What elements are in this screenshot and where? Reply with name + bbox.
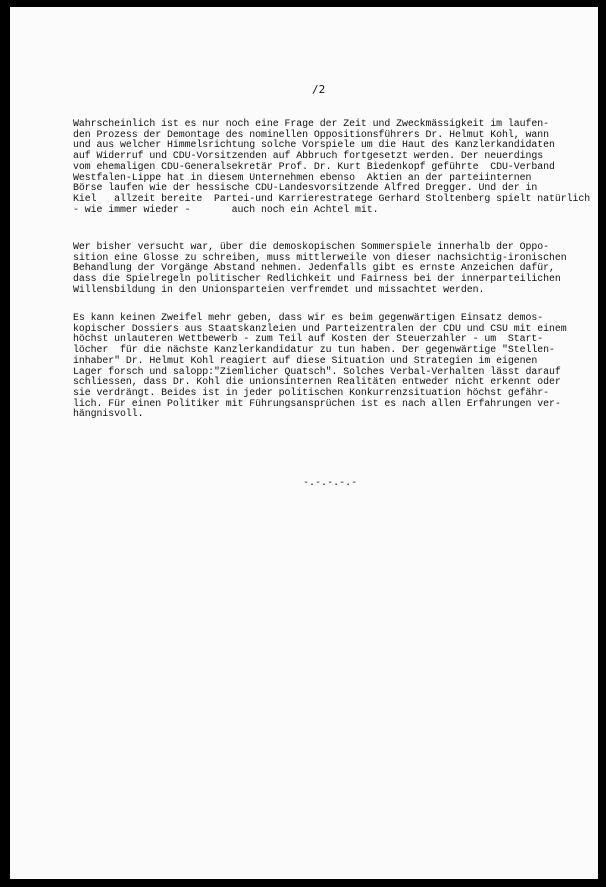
end-mark: -.-.-.-.- (303, 477, 358, 488)
text-line: Lager forsch und salopp:"Ziemlicher Quatsch". Solches Verbal-Verhalten lässt darauf (73, 365, 561, 377)
text-line: Westfalen-Lippe hat in diesem Unternehmen ebenso Aktien an der parteiinternen (73, 171, 532, 183)
text-line: und aus welcher Himmelsrichtung solche Vorspiele um die Haut des Kanzlerkandidaten (73, 139, 555, 151)
text-line: höchst unlauteren Wettbewerb - zum Teil auf Kosten der Steuerzahler - um Start- (73, 333, 544, 345)
text-line: vom ehemaligen CDU-Generalsekretär Prof. Dr. Kurt Biedenkopf geführte CDU-Verband (73, 160, 555, 172)
text-line: Willensbildung in den Unionsparteien verfremdet und missachtet werden. (73, 283, 485, 295)
text-line: hängnisvoll. (73, 408, 144, 420)
text-line: auf Widerruf und CDU-Vorsitzenden auf Abbruch fortgesetzt werden. Der neuerdings (73, 150, 544, 162)
text-line: löcher für die nächste Kanzlerkandidatur zu tun haben. Der gegenwärtige "Stellen- (73, 344, 555, 356)
paragraph-1 (73, 118, 591, 215)
text-line: schliessen, dass Dr. Kohl die unionsinternen Realitäten entweder nicht erkennt oder (73, 376, 561, 388)
text-line: Wer bisher versucht war, über die demoskopischen Sommerspiele innerhalb der Oppo- (73, 241, 549, 252)
text-line: sition eine Glosse zu schreiben, muss mittlerweile von dieser nachsichtig-ironischen (73, 251, 567, 263)
text-line: Wahrscheinlich ist es nur noch eine Frage der Zeit und Zweckmässigkeit im laufen- (73, 118, 549, 129)
document-page (10, 7, 598, 879)
text-line: dass die Spielregeln politischer Redlichkeit und Fairness bei der innerparteilichen (73, 273, 561, 285)
text-line: inhaber" Dr. Helmut Kohl reagiert auf diese Situation und Strategien im eigenen (73, 354, 538, 366)
text-line: Es kann keinen Zweifel mehr geben, dass wir es beim gegenwärtigen Einsatz demos- (73, 312, 544, 323)
text-line: lich. Für einen Politiker mit Führungsansprüchen ist es nach allen Erfahrungen ver- (73, 397, 561, 409)
text-line: kopischer Dossiers aus Staatskanzleien und Parteizentralen der CDU und CSU mit einem (73, 322, 567, 334)
text-line: sie verdrängt. Beides ist in jeder politischen Konkurrenzsituation höchst gefähr- (73, 386, 549, 398)
page-number: /2 (312, 83, 326, 96)
paragraph-3 (73, 313, 583, 420)
text-line: Behandlung der Vorgänge Abstand nehmen. Jedenfalls gibt es ernste Anzeichen dafür, (73, 262, 555, 274)
text-line: Börse laufen wie der hessische CDU-Landesvorsitzende Alfred Dregger. Und der in (73, 182, 538, 194)
text-line: Kiel allzeit bereite Partei-und Karrierestratege Gerhard Stoltenberg spielt natürlich (73, 192, 591, 204)
text-line: den Prozess der Demontage des nominellen Oppositionsführers Dr. Helmut Kohl, wann (73, 128, 549, 140)
text-line: - wie immer wieder - auch noch ein Achtel mit. (73, 203, 379, 215)
paragraph-2 (73, 242, 583, 296)
